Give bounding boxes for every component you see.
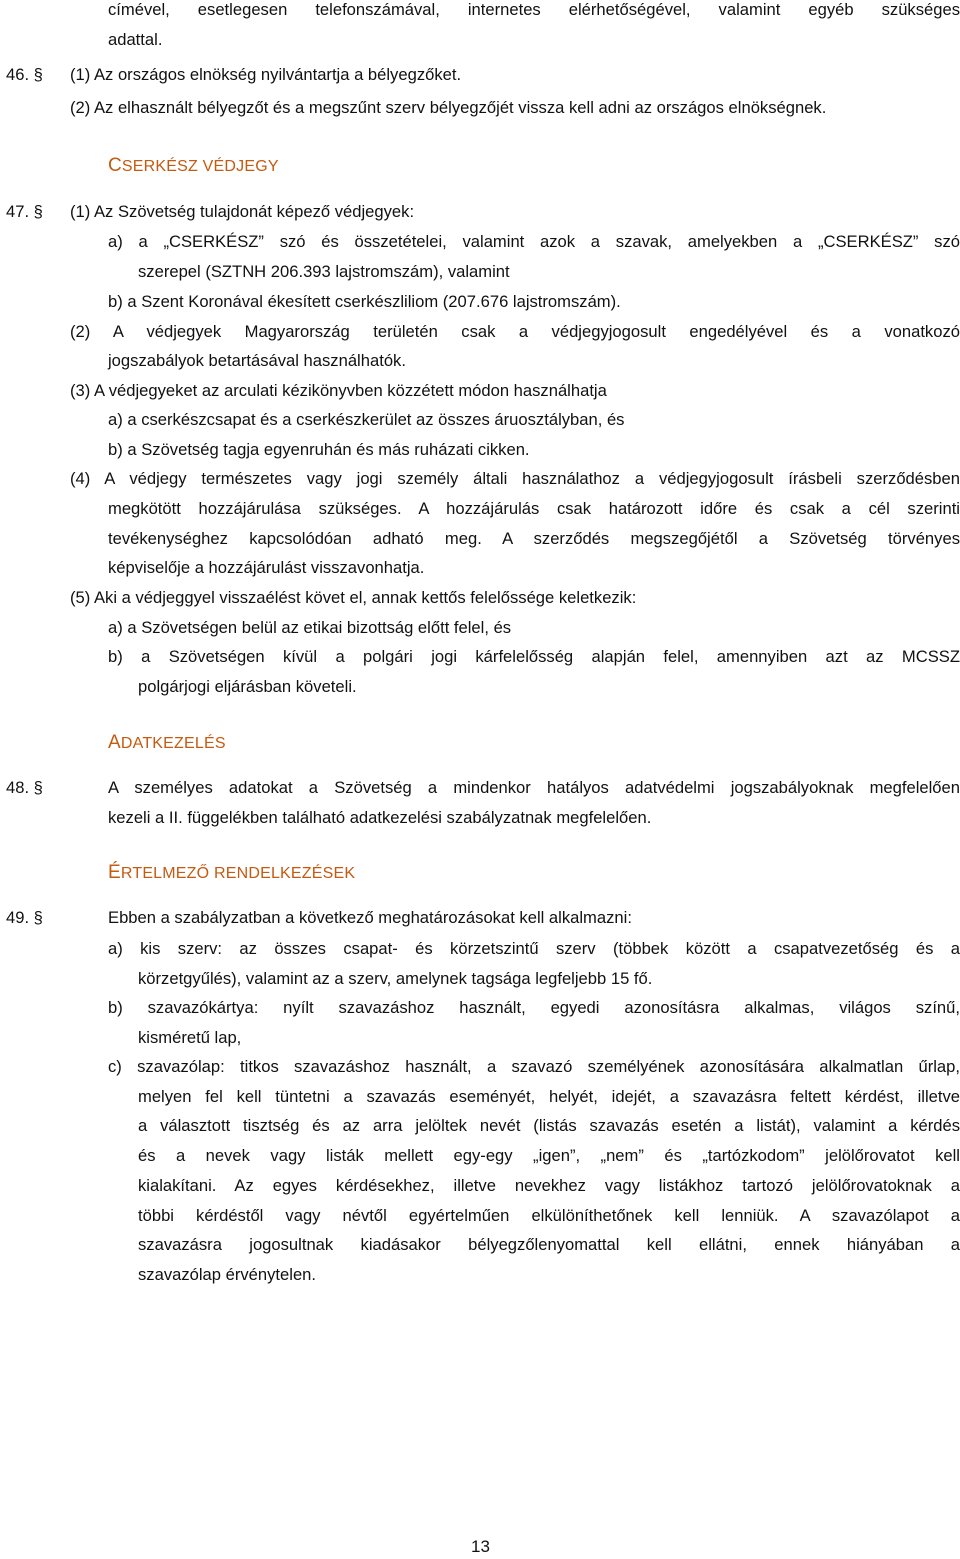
heading-initial: C	[108, 155, 122, 176]
section-heading	[108, 154, 279, 179]
text-line: többi kérdéstől vagy névtől egyértelműen elkülöníthetőnek kell lenniük. A szavazólapot a	[138, 1206, 960, 1225]
text-line: kisméretű lap,	[138, 1028, 242, 1047]
text-line: a) a „CSERKÉSZ” szó és összetételei, valamint azok a szavak, amelyekben a „CSERKÉSZ” szó	[108, 232, 960, 251]
heading-rest: SERKÉSZ VÉDJEGY	[121, 158, 279, 175]
section-number: 46. §	[6, 65, 43, 84]
text-line: a választott tisztség és az arra jelöltek nevét (listás szavazás esetén a listát), valamint a kérdés	[138, 1116, 960, 1135]
text-line: szerepel (SZTNH 206.393 lajstromszám), valamint	[138, 262, 510, 281]
text-line: melyen fel kell tüntetni a szavazás eseményét, helyét, idejét, a szavazásra feltett kérdést, illetve	[138, 1087, 960, 1106]
section-heading	[108, 731, 226, 756]
heading-rest: DATKEZELÉS	[120, 735, 226, 752]
text-line: tevékenységhez kapcsolódóan adható meg. A szerződés megszegőjétől a Szövetség törvényes	[108, 529, 960, 548]
text-line: és a nevek vagy listák mellett egy-egy „igen”, „nem” és „tartózkodom” jelölőrovatot kell	[138, 1146, 960, 1165]
text-line: megkötött hozzájárulása szükséges. A hozzájárulás csak határozott időre és csak a cél szerinti	[108, 499, 960, 518]
text-line: a) a cserkészcsapat és a cserkészkerület az összes áruosztályban, és	[108, 410, 625, 429]
text-line: szavazásra jogosultnak kiadásakor bélyegzőlenyomattal kell ellátni, ennek hiányában a	[138, 1235, 960, 1254]
section-number: 48. §	[6, 778, 43, 797]
text-line: (2) A védjegyek Magyarország területén csak a védjegyjogosult engedélyével és a vonatkozó	[70, 322, 960, 341]
text-line: b) a Szövetségen kívül a polgári jogi kárfelelősség alapján felel, amennyiben azt az MCSSZ	[108, 647, 960, 666]
text-line: (1) Az országos elnökség nyilvántartja a bélyegzőket.	[70, 65, 462, 84]
text-line: b) szavazókártya: nyílt szavazáshoz használt, egyedi azonosításra alkalmas, világos színű,	[108, 998, 960, 1017]
text-line: kezeli a II. függelékben található adatkezelési szabályzatnak megfelelően.	[108, 808, 652, 827]
text-line: b) a Szent Koronával ékesített cserkészliliom (207.676 lajstromszám).	[108, 292, 621, 311]
text-line: címével, esetlegesen telefonszámával, internetes elérhetőségével, valamint egyéb szükséges	[108, 0, 960, 19]
text-line: Ebben a szabályzatban a következő meghatározásokat kell alkalmazni:	[108, 908, 632, 927]
text-line: kialakítani. Az egyes kérdésekhez, illetve nevekhez vagy listákhoz tartozó jelölőrovatoknak a	[138, 1176, 960, 1195]
heading-initial: A	[108, 732, 121, 753]
text-line: (3) A védjegyeket az arculati kézikönyvben közzétett módon használhatja	[70, 381, 607, 400]
text-line: szavazólap érvénytelen.	[138, 1265, 317, 1284]
text-line: (1) Az Szövetség tulajdonát képező védjegyek:	[70, 202, 415, 221]
section-number: 49. §	[6, 908, 43, 927]
text-line: polgárjogi eljárásban követeli.	[138, 677, 357, 696]
text-line: (2) Az elhasznált bélyegzőt és a megszűnt szerv bélyegzőjét vissza kell adni az országos elnökségnek.	[70, 98, 827, 117]
page-number: 13	[471, 1537, 490, 1556]
text-line: b) a Szövetség tagja egyenruhán és más ruházati cikken.	[108, 440, 530, 459]
heading-rest: RTELMEZŐ RENDELKEZÉSEK	[120, 865, 356, 882]
text-line: képviselője a hozzájárulást visszavonhatja.	[108, 558, 425, 577]
text-line: A személyes adatokat a Szövetség a mindenkor hatályos adatvédelmi jogszabályoknak megfelelően	[108, 778, 960, 797]
text-line: (5) Aki a védjeggyel visszaélést követ el, annak kettős felelőssége keletkezik:	[70, 588, 637, 607]
text-line: körzetgyűlés), valamint az a szerv, amelynek tagsága legfeljebb 15 fő.	[138, 969, 653, 988]
section-heading	[108, 861, 355, 886]
section-number: 47. §	[6, 202, 43, 221]
text-line: a) kis szerv: az összes csapat- és körzetszintű szerv (többek között a csapatvezetőség és a	[108, 939, 960, 958]
text-line: a) a Szövetségen belül az etikai bizottság előtt felel, és	[108, 618, 512, 637]
text-line: c) szavazólap: titkos szavazáshoz használt, a szavazó személyének azonosítására alkalmatlan űrlap,	[108, 1057, 960, 1076]
text-line: (4) A védjegy természetes vagy jogi személy általi használathoz a védjegyjogosult írásbeli szerződésben	[70, 469, 960, 488]
heading-initial: É	[108, 862, 121, 883]
text-line: jogszabályok betartásával használhatók.	[108, 351, 406, 370]
text-line: adattal.	[108, 30, 163, 49]
